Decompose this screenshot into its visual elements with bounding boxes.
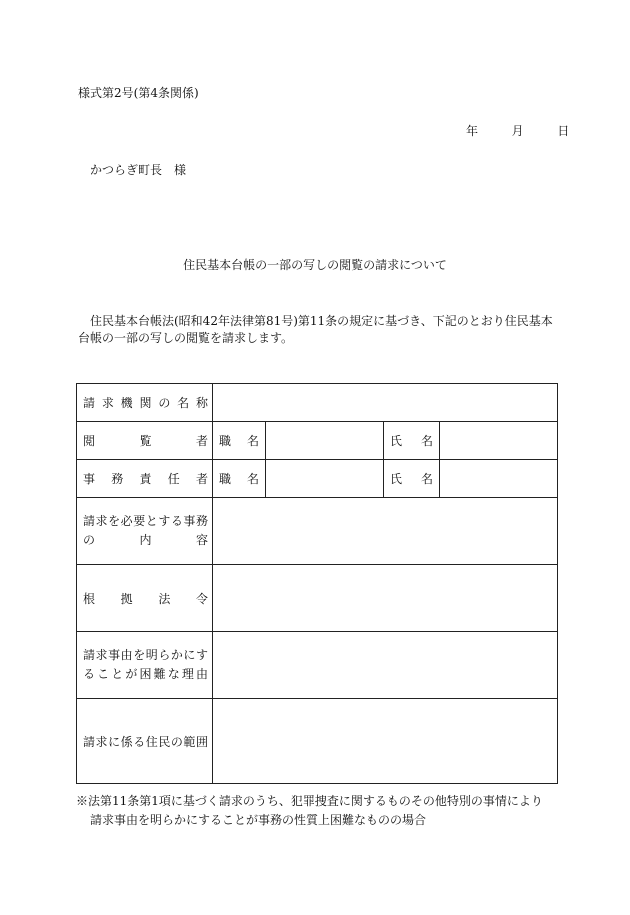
row-responsible-person <box>77 460 558 498</box>
label-viewer: 閲覧者 <box>77 422 213 460</box>
label-purpose <box>77 498 213 565</box>
field-requesting-agency[interactable] <box>213 384 558 422</box>
field-responsible-name[interactable] <box>440 460 558 498</box>
field-viewer-name[interactable] <box>440 422 558 460</box>
field-purpose[interactable] <box>213 498 558 565</box>
row-purpose <box>77 498 558 565</box>
label-responsible-job-title: 職名 <box>213 460 266 498</box>
label-responsible-name: 氏名 <box>384 460 440 498</box>
label-residents-scope: 請求に係る住民の範囲 <box>77 699 213 784</box>
date-year-label: 年 <box>466 124 479 138</box>
request-statement <box>78 313 560 347</box>
row-requesting-agency <box>77 384 558 422</box>
document-title: 住民基本台帳の一部の写しの閲覧の請求について <box>183 258 447 272</box>
date-line <box>466 122 569 139</box>
label-reason <box>77 632 213 699</box>
row-residents-scope <box>77 699 558 784</box>
label-viewer-name: 氏名 <box>384 422 440 460</box>
request-form-table <box>76 383 558 784</box>
label-responsible-person: 事務責任者 <box>77 460 213 498</box>
label-purpose-line2: の内容 <box>83 533 208 547</box>
date-day-label: 日 <box>557 124 570 138</box>
date-month-label: 月 <box>511 124 524 138</box>
label-purpose-line1: 請求を必要とする事務 <box>83 514 208 528</box>
row-viewer <box>77 422 558 460</box>
label-viewer-job-title: 職名 <box>213 422 266 460</box>
field-viewer-job-title[interactable] <box>266 422 384 460</box>
label-requesting-agency: 請求機関の名称 <box>77 384 213 422</box>
row-legal-basis <box>77 565 558 632</box>
label-reason-line1: 請求事由を明らかにす <box>83 648 208 662</box>
field-legal-basis[interactable] <box>213 565 558 632</box>
addressee: かつらぎ町長 様 <box>90 163 187 177</box>
label-reason-line2: ることが困難な理由 <box>83 667 208 681</box>
request-statement-text: 住民基本台帳法(昭和42年法律第81号)第11条の規定に基づき、下記のとおり住民基本台帳の一部の写しの閲覧を請求します。 <box>78 314 553 345</box>
field-reason[interactable] <box>213 632 558 699</box>
field-residents-scope[interactable] <box>213 699 558 784</box>
label-legal-basis: 根拠法令 <box>77 565 213 632</box>
footnote-line2: 請求事由を明らかにすることが事務の性質上困難なものの場合 <box>90 813 427 827</box>
form-number: 様式第2号(第4条関係) <box>78 86 199 100</box>
footnote-line1: ※法第11条第1項に基づく請求のうち、犯罪捜査に関するものその他特別の事情により <box>76 794 543 808</box>
field-responsible-job-title[interactable] <box>266 460 384 498</box>
row-reason <box>77 632 558 699</box>
